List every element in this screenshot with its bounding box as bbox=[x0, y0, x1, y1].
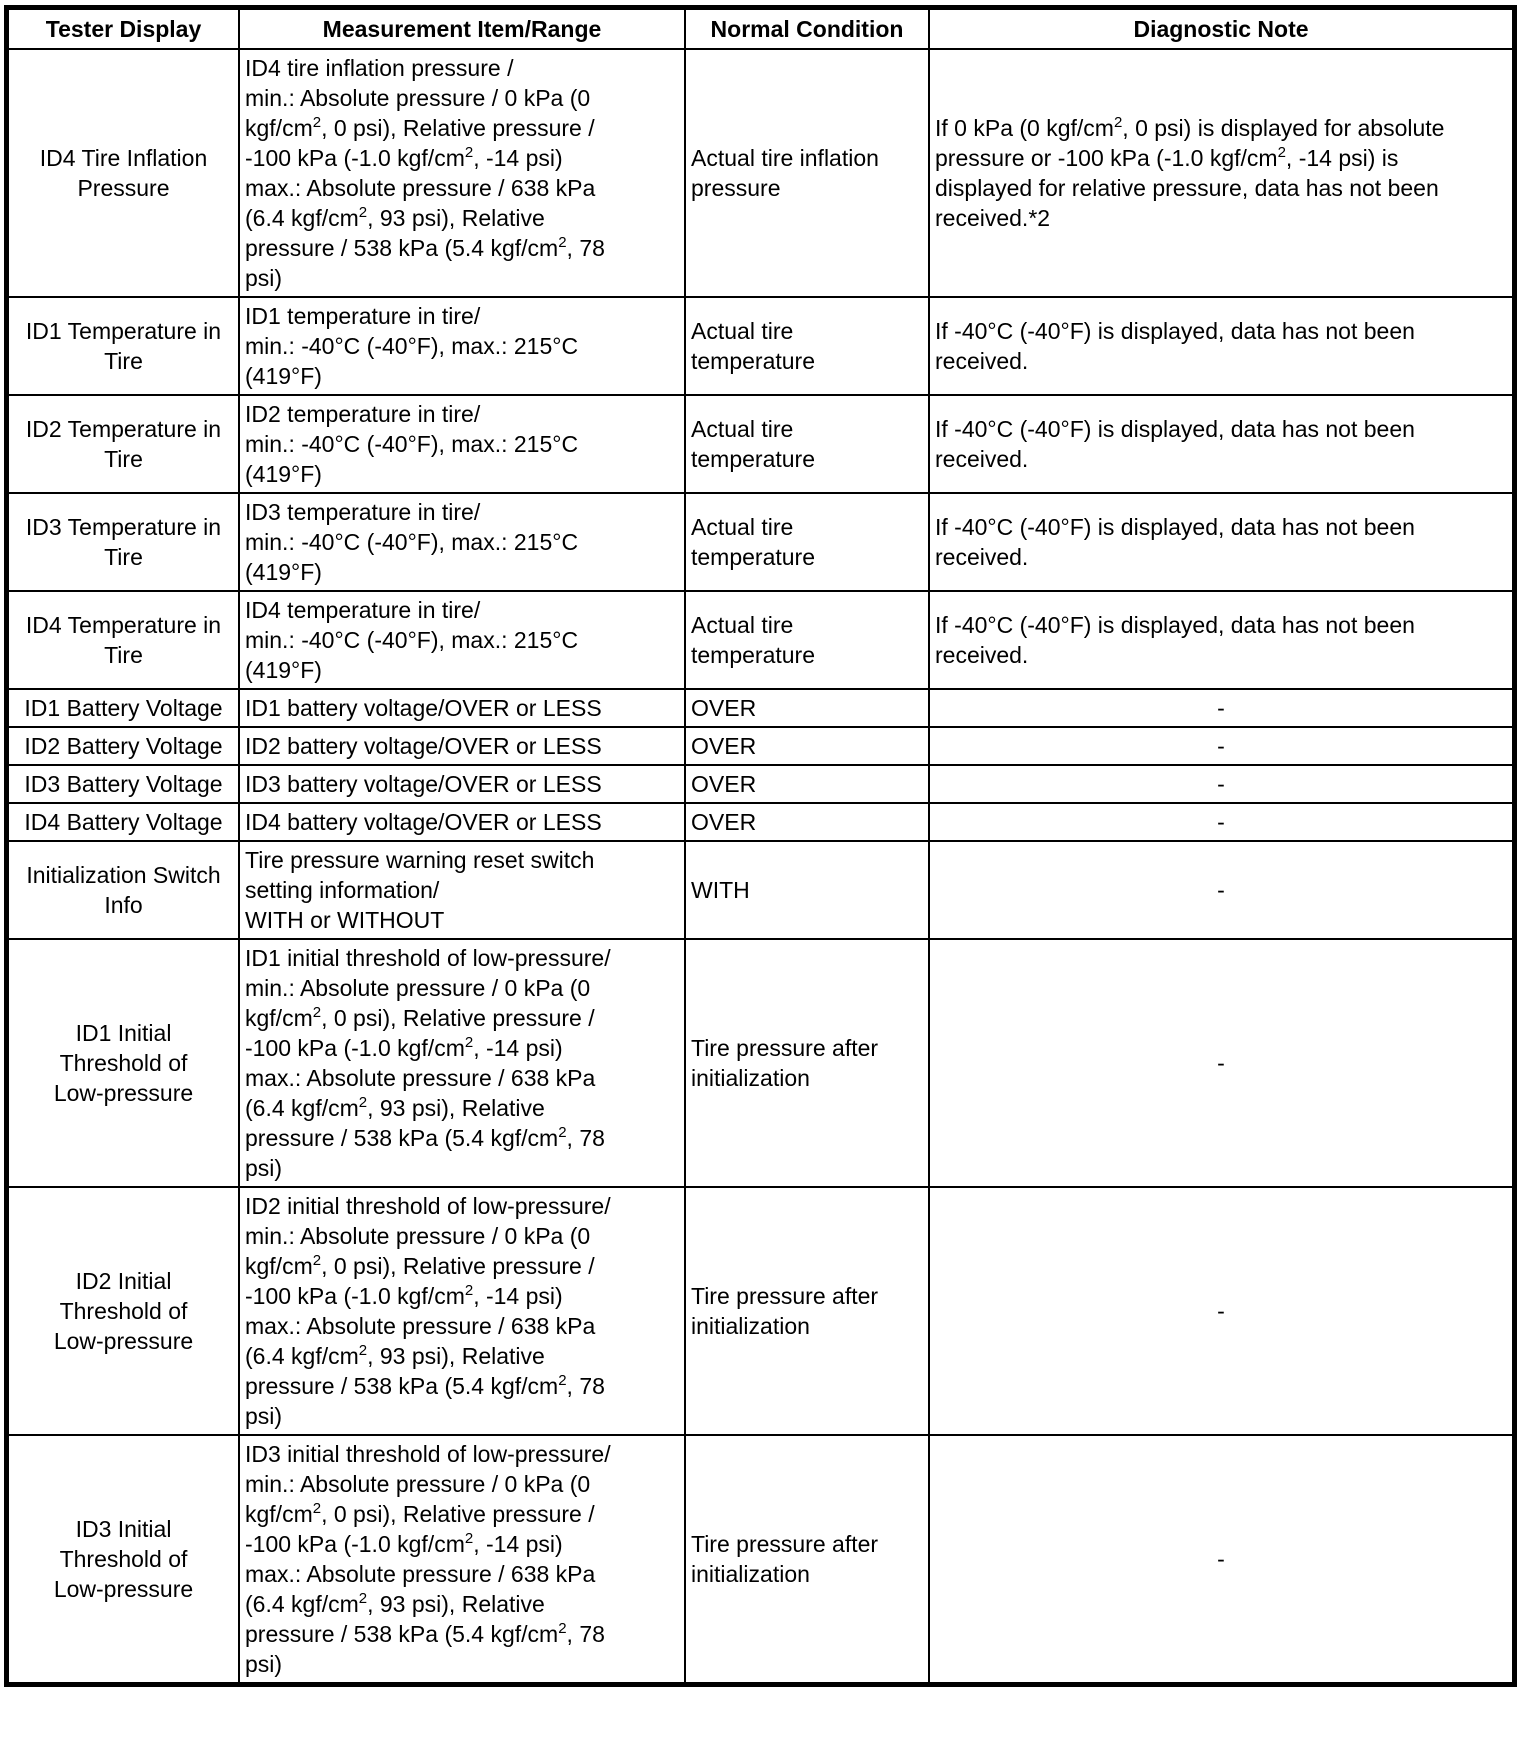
measurement-range-cell bbox=[239, 493, 685, 591]
cell-text: ID3 temperature in tire/ min.: -40°C (-40°F), max.: 215°C (419°F) bbox=[245, 499, 579, 585]
cell-text: , -14 psi) is displayed for relative pressure, data has not been received.*2 bbox=[935, 145, 1439, 231]
measurement-range-cell bbox=[239, 297, 685, 395]
cell-text: ID2 battery voltage/OVER or LESS bbox=[245, 733, 602, 759]
header-diagnostic-note: Diagnostic Note bbox=[929, 9, 1513, 49]
normal-condition-cell: Actual tire temperature bbox=[685, 591, 929, 689]
header-measurement-item: Measurement Item/Range bbox=[239, 9, 685, 49]
header-row bbox=[8, 9, 1513, 49]
cell-text: , -14 psi) max.: Absolute pressure / 638 kPa (6.4 kgf/cm bbox=[245, 1035, 596, 1121]
measurement-range-cell bbox=[239, 727, 685, 765]
diagnostic-note-cell bbox=[929, 395, 1513, 493]
measurement-range-cell bbox=[239, 1435, 685, 1683]
table-row bbox=[8, 689, 1513, 727]
table-body bbox=[8, 49, 1513, 1683]
normal-condition-cell: OVER bbox=[685, 689, 929, 727]
cell-text: , 93 psi), Relative pressure / 538 kPa (5.4 kgf/cm bbox=[245, 1591, 559, 1647]
superscript: 2 bbox=[558, 234, 567, 251]
normal-condition-cell: Tire pressure after initialization bbox=[685, 1187, 929, 1435]
measurement-range-cell bbox=[239, 49, 685, 297]
superscript: 2 bbox=[1113, 114, 1123, 131]
cell-text: - bbox=[1217, 877, 1225, 903]
superscript: 2 bbox=[558, 1124, 567, 1141]
cell-text: , -14 psi) max.: Absolute pressure / 638 kPa (6.4 kgf/cm bbox=[245, 1283, 596, 1369]
cell-text: , 78 psi) bbox=[245, 1125, 605, 1181]
header-tester-display: Tester Display bbox=[8, 9, 239, 49]
table-row bbox=[8, 841, 1513, 939]
data-list-table bbox=[7, 8, 1514, 1684]
cell-text: If -40°C (-40°F) is displayed, data has not been received. bbox=[935, 612, 1415, 668]
diagnostic-note-cell bbox=[929, 591, 1513, 689]
header-normal-condition: Normal Condition bbox=[685, 9, 929, 49]
cell-text: ID2 temperature in tire/ min.: -40°C (-40°F), max.: 215°C (419°F) bbox=[245, 401, 579, 487]
tester-display-cell: ID4 Battery Voltage bbox=[8, 803, 239, 841]
cell-text: , 0 psi), Relative pressure / -100 kPa (-1.0 kgf/cm bbox=[245, 1501, 595, 1557]
measurement-range-cell bbox=[239, 1187, 685, 1435]
diagnostic-note-cell bbox=[929, 1435, 1513, 1683]
tester-display-cell: ID2 Battery Voltage bbox=[8, 727, 239, 765]
tester-display-cell: ID3 Temperature in Tire bbox=[8, 493, 239, 591]
cell-text: ID1 initial threshold of low-pressure/ min.: Absolute pressure / 0 kPa (0 kgf/cm bbox=[245, 945, 611, 1031]
diagnostic-note-cell bbox=[929, 939, 1513, 1187]
superscript: 2 bbox=[1277, 144, 1286, 161]
cell-text: ID3 battery voltage/OVER or LESS bbox=[245, 771, 602, 797]
tester-display-cell: ID1 Initial Threshold of Low-pressure bbox=[8, 939, 239, 1187]
table-row bbox=[8, 765, 1513, 803]
measurement-range-cell bbox=[239, 841, 685, 939]
superscript: 2 bbox=[312, 114, 322, 131]
tester-display-cell: ID2 Initial Threshold of Low-pressure bbox=[8, 1187, 239, 1435]
cell-text: , 0 psi) is displayed for absolute pressure or -100 kPa (-1.0 kgf/cm bbox=[935, 115, 1445, 171]
diagnostic-note-cell bbox=[929, 493, 1513, 591]
diagnostic-note-cell bbox=[929, 765, 1513, 803]
measurement-range-cell bbox=[239, 591, 685, 689]
cell-text: ID4 battery voltage/OVER or LESS bbox=[245, 809, 602, 835]
tester-display-cell: ID3 Battery Voltage bbox=[8, 765, 239, 803]
superscript: 2 bbox=[558, 1620, 567, 1637]
table-row bbox=[8, 1187, 1513, 1435]
normal-condition-cell: Tire pressure after initialization bbox=[685, 939, 929, 1187]
tester-display-cell: ID1 Battery Voltage bbox=[8, 689, 239, 727]
diagnostic-note-cell bbox=[929, 1187, 1513, 1435]
superscript: 2 bbox=[464, 1530, 474, 1547]
cell-text: ID1 temperature in tire/ min.: -40°C (-40°F), max.: 215°C (419°F) bbox=[245, 303, 579, 389]
cell-text: If -40°C (-40°F) is displayed, data has not been received. bbox=[935, 514, 1415, 570]
normal-condition-cell: WITH bbox=[685, 841, 929, 939]
table-row bbox=[8, 803, 1513, 841]
cell-text: , 0 psi), Relative pressure / -100 kPa (-1.0 kgf/cm bbox=[245, 1253, 595, 1309]
cell-text: , -14 psi) max.: Absolute pressure / 638 kPa (6.4 kgf/cm bbox=[245, 1531, 596, 1617]
superscript: 2 bbox=[358, 1094, 368, 1111]
normal-condition-cell: Tire pressure after initialization bbox=[685, 1435, 929, 1683]
table-row bbox=[8, 493, 1513, 591]
superscript: 2 bbox=[312, 1500, 322, 1517]
tester-display-cell: ID3 Initial Threshold of Low-pressure bbox=[8, 1435, 239, 1683]
tester-display-cell: Initialization Switch Info bbox=[8, 841, 239, 939]
cell-text: If -40°C (-40°F) is displayed, data has not been received. bbox=[935, 318, 1415, 374]
cell-text: - bbox=[1217, 1298, 1225, 1324]
measurement-range-cell bbox=[239, 939, 685, 1187]
tester-display-cell: ID4 Tire Inflation Pressure bbox=[8, 49, 239, 297]
cell-text: - bbox=[1217, 733, 1225, 759]
table-row bbox=[8, 297, 1513, 395]
superscript: 2 bbox=[464, 1034, 474, 1051]
cell-text: , 0 psi), Relative pressure / -100 kPa (-1.0 kgf/cm bbox=[245, 1005, 595, 1061]
cell-text: - bbox=[1217, 809, 1225, 835]
diagnostic-note-cell bbox=[929, 297, 1513, 395]
cell-text: ID2 initial threshold of low-pressure/ min.: Absolute pressure / 0 kPa (0 kgf/cm bbox=[245, 1193, 611, 1279]
cell-text: , 0 psi), Relative pressure / -100 kPa (-1.0 kgf/cm bbox=[245, 115, 595, 171]
measurement-range-cell bbox=[239, 689, 685, 727]
cell-text: If 0 kPa (0 kgf/cm bbox=[935, 115, 1114, 141]
measurement-range-cell bbox=[239, 803, 685, 841]
tester-display-cell: ID1 Temperature in Tire bbox=[8, 297, 239, 395]
cell-text: , 93 psi), Relative pressure / 538 kPa (5.4 kgf/cm bbox=[245, 1095, 559, 1151]
table-row bbox=[8, 939, 1513, 1187]
cell-text: ID1 battery voltage/OVER or LESS bbox=[245, 695, 602, 721]
normal-condition-cell: Actual tire inflation pressure bbox=[685, 49, 929, 297]
table-row bbox=[8, 591, 1513, 689]
cell-text: , 93 psi), Relative pressure / 538 kPa (5.4 kgf/cm bbox=[245, 1343, 559, 1399]
normal-condition-cell: OVER bbox=[685, 803, 929, 841]
cell-text: , -14 psi) max.: Absolute pressure / 638 kPa (6.4 kgf/cm bbox=[245, 145, 596, 231]
superscript: 2 bbox=[358, 1342, 368, 1359]
superscript: 2 bbox=[464, 1282, 474, 1299]
cell-text: ID4 tire inflation pressure / min.: Absolute pressure / 0 kPa (0 kgf/cm bbox=[245, 55, 591, 141]
measurement-range-cell bbox=[239, 765, 685, 803]
normal-condition-cell: Actual tire temperature bbox=[685, 493, 929, 591]
diagnostic-note-cell bbox=[929, 727, 1513, 765]
tester-display-cell: ID4 Temperature in Tire bbox=[8, 591, 239, 689]
cell-text: , 78 psi) bbox=[245, 1621, 605, 1677]
table-row bbox=[8, 395, 1513, 493]
diagnostic-note-cell bbox=[929, 803, 1513, 841]
cell-text: ID4 temperature in tire/ min.: -40°C (-40°F), max.: 215°C (419°F) bbox=[245, 597, 579, 683]
cell-text: - bbox=[1217, 1546, 1225, 1572]
superscript: 2 bbox=[558, 1372, 567, 1389]
table-row bbox=[8, 49, 1513, 297]
tester-display-cell: ID2 Temperature in Tire bbox=[8, 395, 239, 493]
diagnostic-note-cell bbox=[929, 49, 1513, 297]
cell-text: Tire pressure warning reset switch setting information/ WITH or WITHOUT bbox=[245, 847, 595, 933]
normal-condition-cell: OVER bbox=[685, 727, 929, 765]
normal-condition-cell: OVER bbox=[685, 765, 929, 803]
superscript: 2 bbox=[358, 204, 368, 221]
cell-text: - bbox=[1217, 695, 1225, 721]
cell-text: - bbox=[1217, 771, 1225, 797]
normal-condition-cell: Actual tire temperature bbox=[685, 297, 929, 395]
cell-text: If -40°C (-40°F) is displayed, data has not been received. bbox=[935, 416, 1415, 472]
superscript: 2 bbox=[312, 1252, 322, 1269]
table-row bbox=[8, 727, 1513, 765]
cell-text: - bbox=[1217, 1050, 1225, 1076]
superscript: 2 bbox=[358, 1590, 368, 1607]
diagnostic-note-cell bbox=[929, 841, 1513, 939]
cell-text: , 78 psi) bbox=[245, 1373, 605, 1429]
superscript: 2 bbox=[312, 1004, 322, 1021]
table-row bbox=[8, 1435, 1513, 1683]
superscript: 2 bbox=[464, 144, 474, 161]
cell-text: , 78 psi) bbox=[245, 235, 605, 291]
diagnostic-note-cell bbox=[929, 689, 1513, 727]
measurement-range-cell bbox=[239, 395, 685, 493]
normal-condition-cell: Actual tire temperature bbox=[685, 395, 929, 493]
cell-text: , 93 psi), Relative pressure / 538 kPa (5.4 kgf/cm bbox=[245, 205, 559, 261]
cell-text: ID3 initial threshold of low-pressure/ min.: Absolute pressure / 0 kPa (0 kgf/cm bbox=[245, 1441, 611, 1527]
